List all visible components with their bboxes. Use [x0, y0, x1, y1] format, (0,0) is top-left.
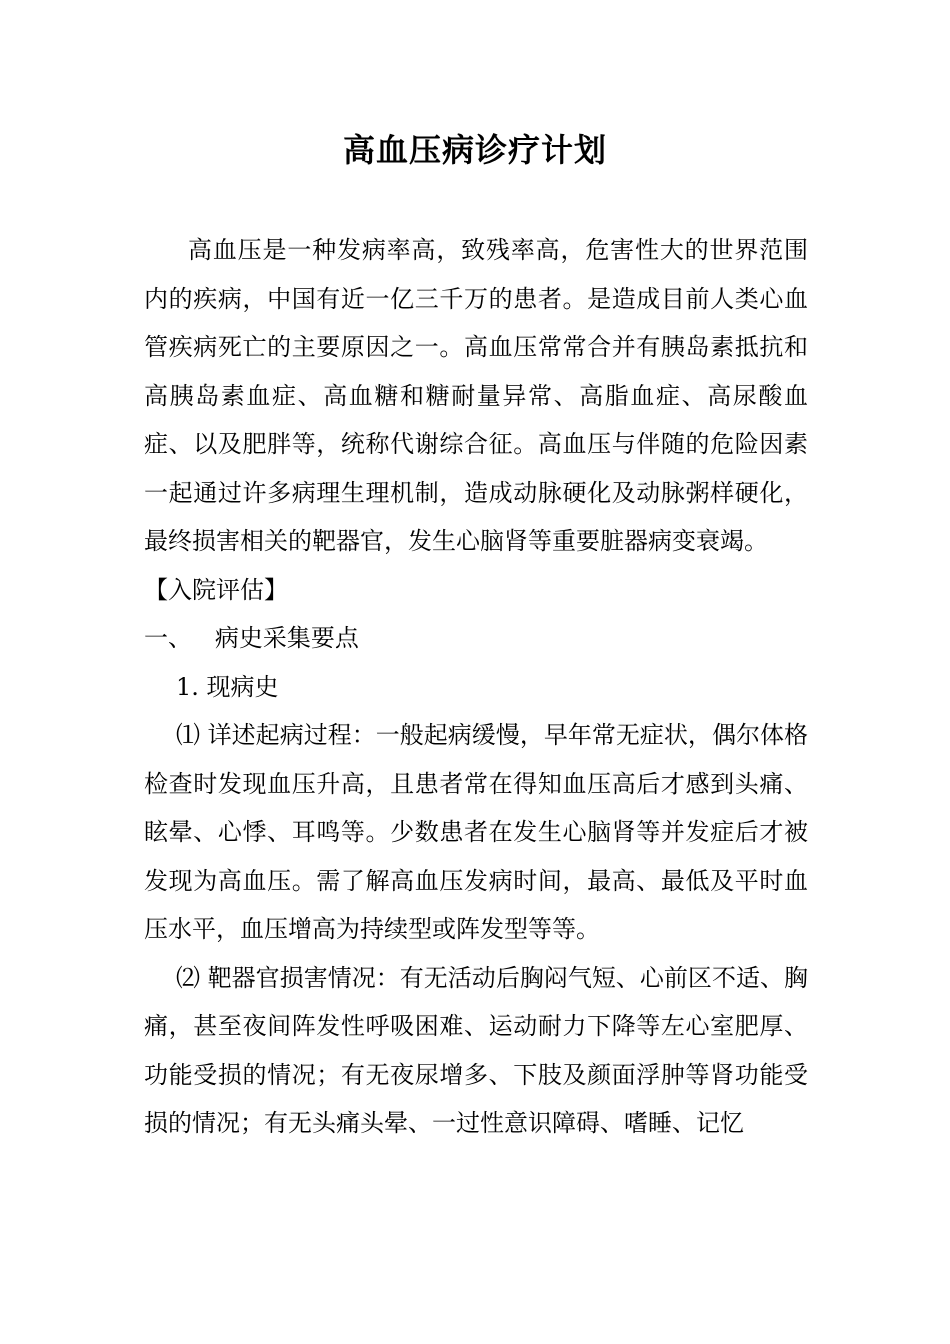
document-body	[144, 226, 808, 1148]
intro-paragraph: 高血压是一种发病率高，致残率高，危害性大的世界范围内的疾病，中国有近一亿三千万的患者。是造成目前人类心血管疾病死亡的主要原因之一。高血压常常合并有胰岛素抵抗和高胰岛素血症、高血糖和糖耐量异常、高脂血症、高尿酸血症、以及肥胖等，统称代谢综合征。高血压与伴随的危险因素一起通过许多病理生理机制，造成动脉硬化及动脉粥样硬化，最终损害相关的靶器官，发生心脑肾等重要脏器病变衰竭。	[144, 236, 808, 555]
section-label: 【入院评估】	[144, 575, 288, 604]
list-item-onset: ⑴ 详述起病过程：一般起病缓慢，早年常无症状，偶尔体格检查时发现血压升高，且患者常在得知血压高后才感到头痛、眩晕、心悸、耳鸣等。少数患者在发生心脑肾等并发症后才被发现为高血压。需了解高血压发病时间，最高、最低及平时血压水平，血压增高为持续型或阵发型等等。	[144, 721, 808, 943]
document-title: 高血压病诊疗计划	[342, 131, 607, 169]
subsection-heading: 1. 现病史	[176, 672, 279, 701]
section-heading: 一、 病史采集要点	[144, 624, 359, 652]
list-item-target-organ: ⑵ 靶器官损害情况：有无活动后胸闷气短、心前区不适、胸痛，甚至夜间阵发性呼吸困难、运动耐力下降等左心室肥厚、功能受损的情况；有无夜尿增多、下肢及颜面浮肿等肾功能受损的情况；有无头痛头晕、一过性意识障碍、嗜睡、记忆	[144, 963, 808, 1137]
